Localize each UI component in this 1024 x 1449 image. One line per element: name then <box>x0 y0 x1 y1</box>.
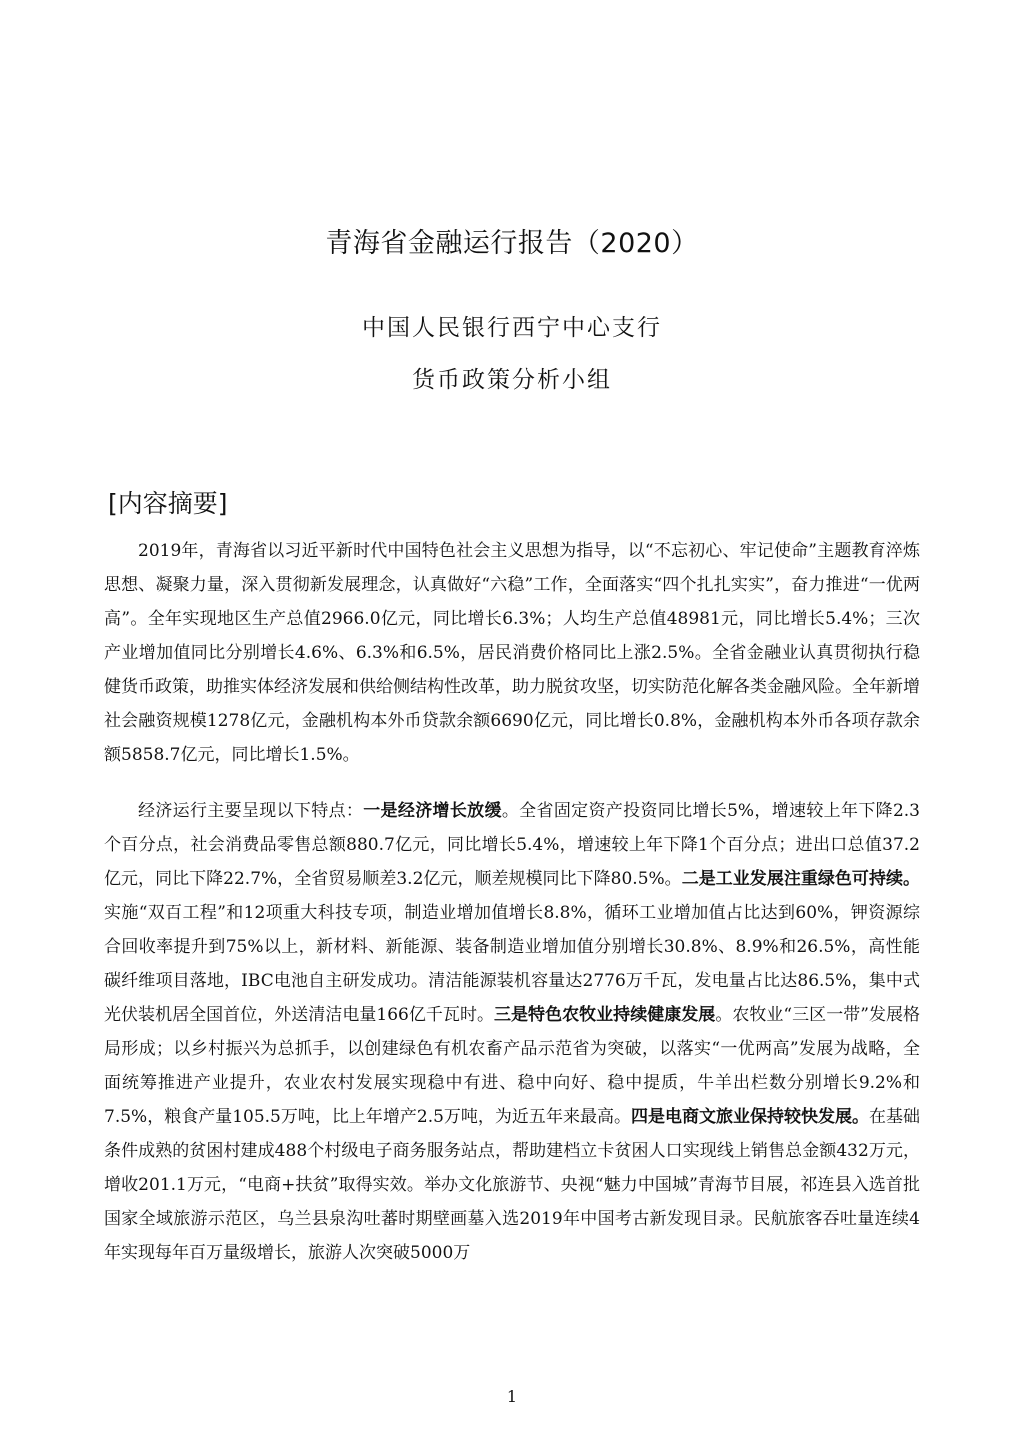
page-number: 1 <box>506 1387 518 1406</box>
point-4-text: 在基础条件成熟的贫困村建成488个村级电子商务服务站点，帮助建档立卡贫困人口实现线上销售总金额432万元，增收201.1万元，“电商+扶贫”取得实效。举办文化旅游节、央视“魅力中国城”青海节目展，祁连县入选首批国家全域旅游示范区，乌兰县泉沟吐蕃时期壁画墓入选2019年中国考古新发现目录。民航旅客吞吐量连续4年实现每年百万量级增长，旅游人次突破5000万 <box>104 1107 920 1263</box>
summary-paragraph-2 <box>104 794 920 1270</box>
section-heading-summary: [内容摘要] <box>108 489 228 518</box>
point-3-text: 。农牧业“三区一带”发展格局形成；以乡村振兴为总抓手，以创建绿色有机农畜产品示范省为突破，以落实“一优两高”发展为战略，全面统筹推进产业提升，农业农村发展实现稳中有进、稳中向好、稳中提质，牛羊出栏数分别增长9.2%和7.5%，粮食产量105.5万吨，比上年增产2.5万吨，为近五年来最高。 <box>104 1005 921 1127</box>
point-2-title: 二是工业发展注重绿色可持续。 <box>681 869 920 889</box>
point-2-text: 实施“双百工程”和12项重大科技专项，制造业增加值增长8.8%，循环工业增加值占比达到60%，钾资源综合回收率提升到75%以上，新材料、新能源、装备制造业增加值分别增长30.8%、8.9%和26.5%，高性能碳纤维项目落地，IBC电池自主研发成功。清洁能源装机容量达2776万千瓦，发电量占比达86.5%，集中式光伏装机居全国首位，外送清洁电量166亿千瓦时。 <box>104 903 920 1025</box>
point-1-text: 。全省固定资产投资同比增长5%，增速较上年下降2.3个百分点，社会消费品零售总额880.7亿元，同比增长5.4%，增速较上年下降1个百分点；进出口总值37.2亿元，同比下降22.7%，全省贸易顺差3.2亿元，顺差规模同比下降80.5%。 <box>104 801 921 889</box>
issuing-organization: 中国人民银行西宁中心支行 <box>362 315 662 341</box>
report-title: 青海省金融运行报告（2020） <box>325 228 699 259</box>
point-1-title: 一是经济增长放缓 <box>363 801 502 821</box>
point-3-title: 三是特色农牧业持续健康发展 <box>494 1005 716 1025</box>
issuing-group: 货币政策分析小组 <box>412 367 612 393</box>
paragraph-2-intro: 经济运行主要呈现以下特点： <box>138 801 364 821</box>
summary-paragraph-1: 2019年，青海省以习近平新时代中国特色社会主义思想为指导，以“不忘初心、牢记使命”主题教育淬炼思想、凝聚力量，深入贯彻新发展理念，认真做好“六稳”工作，全面落实“四个扎扎实实”，奋力推进“一优两高”。全年实现地区生产总值2966.0亿元，同比增长6.3%；人均生产总值48981元，同比增长5.4%；三次产业增加值同比分别增长4.6%、6.3%和6.5%，居民消费价格同比上涨2.5%。全省金融业认真贯彻执行稳健货币政策，助推实体经济发展和供给侧结构性改革，助力脱贫攻坚，切实防范化解各类金融风险。全年新增社会融资规模1278亿元，金融机构本外币贷款余额6690亿元，同比增长0.8%，金融机构本外币各项存款余额5858.7亿元，同比增长1.5%。 <box>104 541 920 765</box>
point-4-title: 四是电商文旅业保持较快发展。 <box>630 1107 869 1127</box>
